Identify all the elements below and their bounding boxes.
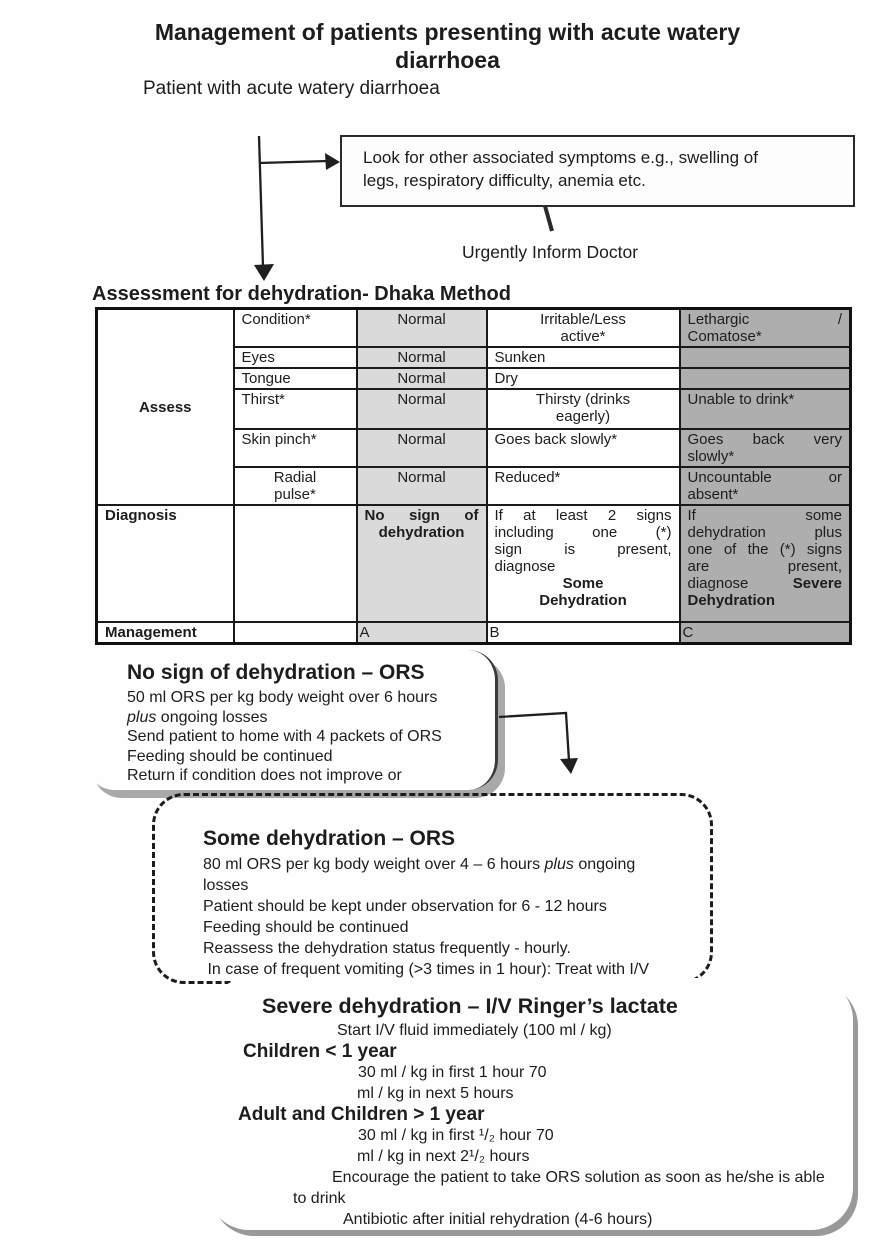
text-segment: least	[555, 507, 588, 524]
text-segment: Normal	[397, 469, 446, 486]
treatment-text-line	[203, 854, 700, 875]
table-cell-line	[490, 624, 672, 641]
treatment-text-line	[358, 1062, 845, 1083]
treatment-text-line	[127, 766, 485, 786]
table-cell	[680, 347, 851, 368]
text-segment: Normal	[397, 349, 446, 366]
text-segment: Children < 1 year	[243, 1041, 397, 1062]
text-segment: are	[687, 558, 710, 575]
treatment-box-title: Severe dehydration – I/V Ringer’s lactate	[262, 994, 678, 1018]
table-cell	[680, 429, 851, 467]
table-cell	[357, 622, 487, 644]
text-segment: is	[564, 541, 576, 558]
text-segment: Radial	[273, 469, 317, 486]
assessment-table	[95, 307, 852, 645]
text-segment: (*)	[779, 541, 796, 558]
text-segment: In case of frequent vomiting (>3 times in 1 hour): Treat with I/V	[203, 961, 649, 978]
table-cell	[357, 505, 487, 622]
treatment-text-line	[127, 747, 485, 767]
table-cell-line	[495, 370, 672, 387]
text-segment: Condition*	[241, 311, 311, 328]
text-segment: A	[359, 624, 370, 641]
text-segment: Adult and Children > 1 year	[238, 1104, 485, 1125]
text-segment: Patient should be kept under observation for 6 - 12 hours	[203, 898, 607, 915]
text-segment: 80 ml ORS per kg body weight over 4 – 6 hours	[203, 856, 545, 873]
treatment-text-line	[203, 959, 700, 980]
text-segment: diagnose	[494, 558, 556, 575]
treatment-text-line	[357, 1083, 845, 1104]
text-segment: sign	[494, 541, 523, 558]
table-cell-line	[495, 328, 672, 345]
table-row	[97, 309, 851, 348]
row-group-label: Diagnosis	[97, 505, 234, 622]
treatment-text-line	[238, 1104, 845, 1125]
patient-label: Patient with acute watery diarrhoea	[143, 78, 440, 99]
text-segment: eagerly)	[555, 408, 611, 425]
text-segment: If	[494, 507, 503, 524]
text-segment: 30 ml / kg in first ¹/₂ hour 70	[358, 1127, 554, 1144]
table-cell-line	[495, 575, 672, 592]
table-cell-line	[242, 349, 349, 366]
text-segment: diagnose	[687, 575, 749, 592]
text-segment: Unable to drink*	[687, 391, 795, 408]
text-segment: Antibiotic after initial rehydration (4-6 hours)	[343, 1211, 653, 1228]
table-cell	[487, 622, 680, 644]
text-segment: slowly*	[687, 448, 735, 465]
table-cell	[357, 309, 487, 348]
treatment-text-line	[203, 875, 700, 896]
table-cell-line	[365, 524, 479, 541]
table-cell-line	[495, 507, 672, 524]
treatment-box-body	[127, 688, 485, 786]
callout-box	[340, 135, 855, 207]
text-segment: Eyes	[241, 349, 275, 366]
text-segment: the	[747, 541, 769, 558]
text-segment: or	[828, 469, 842, 486]
table-cell	[487, 347, 680, 368]
treatment-box-title: Some dehydration – ORS	[203, 827, 456, 850]
treatment-box-body	[207, 1020, 845, 1230]
text-segment: one	[687, 541, 713, 558]
text-segment: dehydration	[378, 524, 465, 541]
text-segment: Lethargic	[687, 311, 750, 328]
assessment-heading: Assessment for dehydration- Dhaka Method	[92, 283, 511, 305]
text-segment: Return if condition does not improve or	[127, 767, 402, 784]
treatment-box-some-dehydration	[152, 793, 713, 984]
arrow-right-icon	[259, 153, 340, 170]
table-cell-line	[242, 469, 349, 486]
text-segment: Encourage the patient to take ORS solution as soon as he/she is able	[332, 1169, 825, 1186]
table-cell	[487, 389, 680, 429]
table-cell-line	[688, 486, 843, 503]
table-cell	[357, 347, 487, 368]
text-segment: ongoing losses	[156, 708, 268, 726]
text-segment: at	[523, 507, 536, 524]
table-cell-line	[688, 575, 843, 592]
table-row	[97, 505, 851, 622]
table-cell	[680, 389, 851, 429]
text-segment: Normal	[397, 431, 446, 448]
text-segment: Feeding should be continued	[127, 747, 333, 765]
text-segment: dehydration	[687, 524, 766, 541]
table-cell-line	[495, 469, 672, 486]
table-cell	[357, 429, 487, 467]
table-cell-line	[242, 431, 349, 448]
assessment-table-container	[95, 307, 852, 645]
text-segment: Reassess the dehydration status frequently - hourly.	[203, 940, 571, 957]
text-segment: one	[592, 524, 618, 541]
text-segment: B	[489, 624, 500, 641]
text-segment: signs	[636, 507, 672, 524]
table-cell-line	[360, 624, 479, 641]
table-cell-line	[495, 349, 672, 366]
row-group-label: Management	[97, 622, 234, 644]
table-cell-line	[365, 391, 479, 408]
text-segment: C	[682, 624, 694, 641]
callout-text-line1: Look for other associated symptoms e.g., swelling of	[363, 148, 758, 167]
text-segment: Severe	[792, 575, 842, 592]
text-segment: (*)	[655, 524, 672, 541]
text-segment: Goes	[687, 431, 724, 448]
table-cell-line	[688, 469, 843, 486]
text-segment: If	[687, 507, 696, 524]
text-segment: No	[364, 507, 385, 524]
text-segment: 30 ml / kg in first 1 hour 70	[358, 1064, 547, 1081]
table-cell	[487, 505, 680, 622]
callout-text-line2: legs, respiratory difficulty, anemia etc.	[363, 171, 646, 190]
table-cell-line	[688, 524, 843, 541]
text-segment: Comatose*	[687, 328, 762, 345]
text-segment: plus	[127, 708, 157, 726]
table-cell	[487, 309, 680, 348]
table-cell	[680, 368, 851, 389]
table-row	[97, 622, 851, 644]
table-cell	[357, 467, 487, 505]
text-segment: active*	[560, 328, 606, 345]
text-segment: Dehydration	[539, 592, 627, 609]
text-segment: Irritable/Less	[540, 311, 626, 328]
text-segment: back	[752, 431, 785, 448]
treatment-text-line	[127, 688, 485, 708]
text-segment: present,	[617, 541, 672, 558]
text-segment: plus	[544, 856, 574, 873]
table-cell-line	[688, 592, 843, 609]
text-segment: Feeding should be continued	[203, 919, 409, 936]
arrow-down-icon	[254, 136, 274, 281]
table-cell-line	[683, 624, 843, 641]
text-segment: Goes back slowly*	[494, 431, 618, 448]
table-cell	[234, 309, 357, 348]
table-cell-line	[495, 592, 672, 609]
table-cell-line	[495, 408, 672, 425]
text-segment: to drink	[293, 1190, 346, 1207]
text-segment: Send patient to home with 4 packets of ORS	[127, 728, 442, 745]
text-segment: ongoing	[573, 856, 636, 873]
table-cell-line	[688, 431, 843, 448]
table-cell-line	[365, 507, 479, 524]
table-cell	[357, 368, 487, 389]
text-segment: Uncountable	[687, 469, 772, 486]
treatment-text-line	[343, 1209, 845, 1230]
text-segment: ml / kg in next 2¹/₂ hours	[357, 1148, 530, 1165]
text-segment: ml / kg in next 5 hours	[357, 1085, 514, 1102]
table-cell-line	[242, 311, 349, 328]
row-group-label: Assess	[97, 309, 234, 506]
text-segment: /	[837, 311, 842, 328]
table-cell-line	[688, 311, 843, 328]
text-segment: Reduced*	[494, 469, 561, 486]
treatment-text-line	[357, 1146, 845, 1167]
table-cell	[234, 368, 357, 389]
text-segment: of	[464, 507, 479, 524]
text-segment: Thirst*	[241, 391, 285, 408]
text-segment: Some	[562, 575, 604, 592]
table-cell-line	[242, 370, 349, 387]
table-cell-line	[242, 391, 349, 408]
table-cell-line	[688, 558, 843, 575]
table-cell	[680, 467, 851, 505]
table-cell	[234, 389, 357, 429]
table-cell	[357, 389, 487, 429]
table-cell	[234, 505, 357, 622]
treatment-text-line	[337, 1020, 845, 1041]
treatment-text-line	[127, 708, 485, 728]
table-cell-line	[365, 370, 479, 387]
text-segment: pulse*	[274, 486, 316, 503]
treatment-box-no-dehydration	[85, 650, 498, 790]
text-segment: some	[805, 507, 842, 524]
table-cell	[234, 622, 357, 644]
treatment-text-line	[332, 1167, 845, 1188]
text-segment: signs	[806, 541, 842, 558]
table-cell-line	[495, 524, 672, 541]
treatment-text-line	[203, 917, 700, 938]
table-cell-line	[688, 507, 843, 524]
table-cell-line	[365, 431, 479, 448]
table-cell-line	[495, 541, 672, 558]
text-segment: Dehydration	[687, 592, 776, 609]
text-segment: 2	[607, 507, 617, 524]
text-segment: Normal	[397, 311, 446, 328]
table-cell	[487, 467, 680, 505]
table-cell	[680, 505, 851, 622]
table-cell	[487, 429, 680, 467]
treatment-box-body	[203, 854, 700, 980]
text-segment: sign	[408, 507, 440, 524]
table-cell-line	[495, 391, 672, 408]
table-cell-line	[365, 311, 479, 328]
treatment-box-title: No sign of dehydration – ORS	[127, 661, 425, 684]
treatment-text-line	[127, 727, 485, 747]
table-cell-line	[688, 541, 843, 558]
text-segment: Normal	[397, 391, 446, 408]
text-segment: Skin pinch*	[241, 431, 317, 448]
table-cell-line	[495, 431, 672, 448]
text-segment: Start I/V fluid immediately (100 ml / kg)	[337, 1022, 612, 1039]
table-cell	[680, 309, 851, 348]
treatment-text-line	[358, 1125, 845, 1146]
table-cell	[234, 467, 357, 505]
text-segment: Dry	[494, 370, 518, 387]
table-cell-line	[688, 448, 843, 465]
text-segment: of	[723, 541, 737, 558]
arrow-elbow-down-icon	[499, 713, 578, 774]
text-segment: plus	[814, 524, 842, 541]
urgent-inform-doctor-label: Urgently Inform Doctor	[462, 242, 639, 262]
text-segment: including	[494, 524, 554, 541]
text-segment: Sunken	[494, 349, 546, 366]
table-cell-line	[688, 328, 843, 345]
table-cell	[234, 347, 357, 368]
treatment-box-severe-dehydration	[207, 978, 853, 1230]
table-cell-line	[365, 469, 479, 486]
table-cell-line	[495, 311, 672, 328]
treatment-text-line	[243, 1041, 845, 1062]
treatment-text-line	[203, 938, 700, 959]
callout-pointer-line	[545, 206, 552, 231]
text-segment: 50 ml ORS per kg body weight over 6 hours	[127, 689, 438, 706]
page-title-line2: diarrhoea	[395, 47, 500, 73]
page-title: Management of patients presenting with acute watery	[154, 19, 741, 45]
text-segment: losses	[203, 877, 249, 894]
text-segment: absent*	[687, 486, 739, 503]
treatment-text-line	[203, 896, 700, 917]
table-cell	[680, 622, 851, 644]
table-cell	[487, 368, 680, 389]
table-cell-line	[365, 349, 479, 366]
table-cell	[234, 429, 357, 467]
text-segment: very	[813, 431, 842, 448]
text-segment: present,	[787, 558, 842, 575]
text-segment: Normal	[397, 370, 446, 387]
text-segment: Tongue	[241, 370, 291, 387]
text-segment: Thirsty (drinks	[535, 391, 631, 408]
treatment-text-line	[293, 1188, 845, 1209]
table-cell-line	[688, 391, 843, 408]
table-cell-line	[495, 558, 672, 575]
table-cell-line	[242, 486, 349, 503]
